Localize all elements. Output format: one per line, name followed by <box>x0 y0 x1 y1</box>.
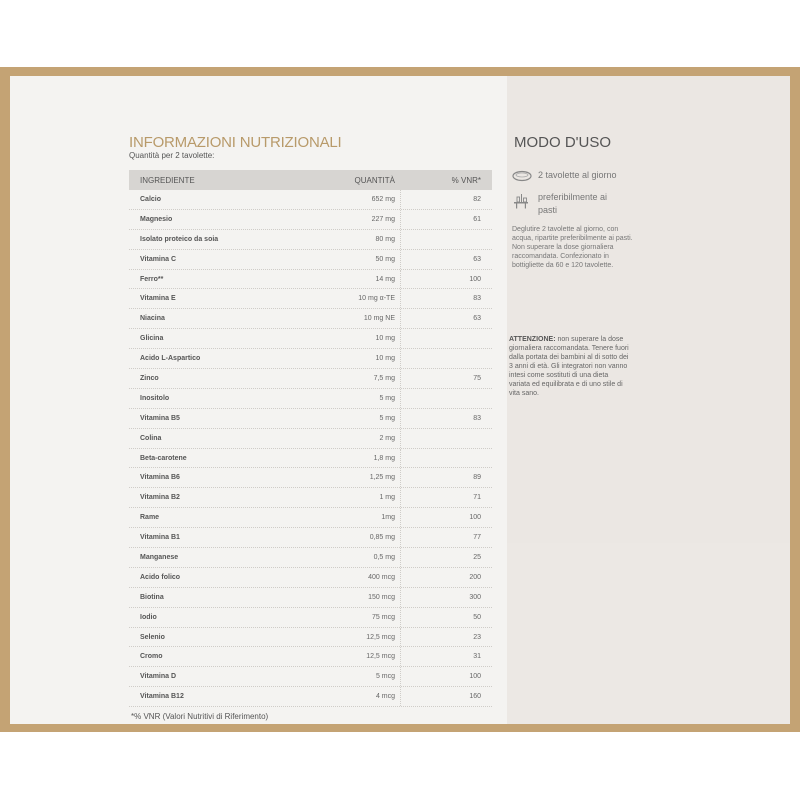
table-row <box>129 488 492 508</box>
quantity-cell: 150 mcg <box>368 593 395 601</box>
table-row <box>129 608 492 628</box>
ingredient-cell: Vitamina D <box>140 673 177 681</box>
quantity-cell: 227 mg <box>371 215 395 223</box>
table-row <box>129 528 492 548</box>
ingredient-cell: Biotina <box>140 593 164 601</box>
meal-text-1: preferibilmente ai <box>538 192 608 202</box>
vnr-cell: 83 <box>473 414 481 422</box>
quantity-cell: 0,5 mg <box>373 554 395 562</box>
vnr-cell: 89 <box>473 474 481 482</box>
vnr-footnote: *% VNR (Valori Nutritivi di Riferimento) <box>131 712 269 721</box>
header-quantity: QUANTITÀ <box>354 176 395 185</box>
table-row <box>129 508 492 528</box>
dose-text: 2 tavolette al giorno <box>538 170 617 180</box>
vnr-cell: 23 <box>473 633 481 641</box>
ingredient-cell: Magnesio <box>140 215 173 223</box>
warning-label: ATTENZIONE: <box>509 336 556 343</box>
ingredient-cell: Vitamina B2 <box>140 494 180 502</box>
header-vnr: % VNR* <box>451 176 481 185</box>
table-row <box>129 667 492 687</box>
table-row <box>129 588 492 608</box>
nutrition-subtitle: Quantità per 2 tavolette: <box>129 151 215 160</box>
quantity-cell: 2 mg <box>379 434 395 442</box>
vnr-cell: 25 <box>473 554 481 562</box>
quantity-cell: 12,5 mcg <box>366 633 395 641</box>
meal-text-2: pasti <box>538 205 558 215</box>
table-row <box>129 349 492 369</box>
quantity-cell: 7,5 mg <box>373 375 395 383</box>
ingredient-cell: Selenio <box>140 633 165 641</box>
ingredient-cell: Rame <box>140 514 160 522</box>
vnr-cell: 75 <box>473 375 481 383</box>
table-row <box>129 449 492 469</box>
quantity-cell: 0,85 mg <box>369 534 395 542</box>
table-row <box>129 647 492 667</box>
table-row <box>129 468 492 488</box>
vnr-cell: 63 <box>473 255 481 263</box>
quantity-cell: 10 mg NE <box>363 315 395 323</box>
quantity-cell: 1 mg <box>379 494 395 502</box>
meal-line <box>512 191 752 221</box>
ingredient-cell: Inositolo <box>140 394 170 402</box>
ingredient-cell: Vitamina C <box>140 255 177 263</box>
ingredient-cell: Glicina <box>140 335 164 343</box>
quantity-cell: 12,5 mcg <box>366 653 395 661</box>
quantity-cell: 5 mcg <box>375 673 395 681</box>
quantity-cell: 10 mg <box>375 355 395 363</box>
table-row <box>129 329 492 349</box>
vnr-cell: 77 <box>473 534 481 542</box>
quantity-cell: 652 mg <box>371 196 395 203</box>
ingredient-cell: Calcio <box>140 196 162 203</box>
quantity-cell: 10 mg <box>375 335 395 343</box>
table-row <box>129 230 492 250</box>
table-row <box>129 409 492 429</box>
table-row <box>129 628 492 648</box>
quantity-cell: 4 mcg <box>375 693 395 701</box>
ingredient-cell: Vitamina B1 <box>140 534 180 542</box>
nutrition-title: INFORMAZIONI NUTRIZIONALI <box>129 134 342 151</box>
ingredient-cell: Acido L-Aspartico <box>140 355 201 363</box>
vnr-cell: 83 <box>473 295 481 303</box>
vnr-cell: 82 <box>473 196 481 203</box>
ingredient-cell: Vitamina B12 <box>140 693 184 701</box>
ingredient-cell: Iodio <box>140 613 157 621</box>
usage-title: MODO D'USO <box>514 134 612 151</box>
quantity-cell: 10 mg α-TE <box>358 295 395 303</box>
table-row <box>129 389 492 409</box>
warning-body: non superare la dose giornaliera raccomandata. Tenere fuori dalla portata dei bambini al di sotto dei 3 anni di età. Gli integratori non vanno intesi come sostituti di una dieta variata ed equilibrata e di uno stile di vita sano. <box>509 336 629 397</box>
ingredient-cell: Zinco <box>140 375 159 383</box>
quantity-cell: 5 mg <box>379 414 395 422</box>
quantity-cell: 75 mcg <box>372 613 395 621</box>
quantity-cell: 1,8 mg <box>373 454 395 462</box>
usage-description: Deglutire 2 tavolette al giorno, con acqua, ripartite preferibilmente ai pasti. Non superare la dose giornaliera raccomandata. Confezionato in bottigliette da 60 e 120 tavolette. <box>512 226 633 269</box>
table-row <box>129 309 492 329</box>
quantity-cell: 1mg <box>381 514 395 522</box>
ingredient-cell: Niacina <box>140 315 165 323</box>
warning-text <box>509 335 631 398</box>
ingredient-cell: Colina <box>140 434 162 442</box>
vnr-cell: 160 <box>469 693 481 701</box>
quantity-cell: 14 mg <box>375 275 395 283</box>
ingredient-cell: Vitamina B6 <box>140 474 180 482</box>
vnr-cell: 50 <box>473 613 481 621</box>
table-header <box>129 170 492 190</box>
table-row <box>129 210 492 230</box>
nutrition-table <box>129 170 492 707</box>
dose-line <box>512 170 752 184</box>
table-row <box>129 289 492 309</box>
vnr-cell: 63 <box>473 315 481 323</box>
vnr-cell: 71 <box>473 494 481 502</box>
quantity-cell: 80 mg <box>375 235 395 243</box>
quantity-cell: 1,25 mg <box>369 474 395 482</box>
table-row <box>129 190 492 210</box>
table-row <box>129 250 492 270</box>
quantity-cell: 5 mg <box>379 394 395 402</box>
vnr-cell: 61 <box>473 215 481 223</box>
tablet-icon <box>512 170 532 184</box>
vnr-cell: 200 <box>469 573 481 581</box>
table-row <box>129 548 492 568</box>
table-row <box>129 429 492 449</box>
vnr-cell: 31 <box>473 653 481 661</box>
ingredient-cell: Vitamina E <box>140 295 176 303</box>
table-row <box>129 369 492 389</box>
ingredient-cell: Beta-carotene <box>140 454 187 462</box>
ingredient-cell: Cromo <box>140 653 163 661</box>
table-body <box>129 190 492 707</box>
vnr-cell: 100 <box>469 275 481 283</box>
ingredient-cell: Manganese <box>140 554 179 562</box>
meal-table-icon <box>512 191 530 211</box>
table-row <box>129 270 492 290</box>
table-row <box>129 687 492 707</box>
quantity-cell: 400 mcg <box>368 573 395 581</box>
ingredient-cell: Isolato proteico da soia <box>140 235 219 243</box>
vnr-cell: 300 <box>469 593 481 601</box>
header-ingredient: INGREDIENTE <box>140 176 195 185</box>
quantity-cell: 50 mg <box>375 255 395 263</box>
ingredient-cell: Vitamina B5 <box>140 414 180 422</box>
vnr-cell: 100 <box>469 514 481 522</box>
table-row <box>129 568 492 588</box>
ingredient-cell: Acido folico <box>140 573 181 581</box>
ingredient-cell: Ferro** <box>140 275 164 283</box>
vnr-cell: 100 <box>469 673 481 681</box>
